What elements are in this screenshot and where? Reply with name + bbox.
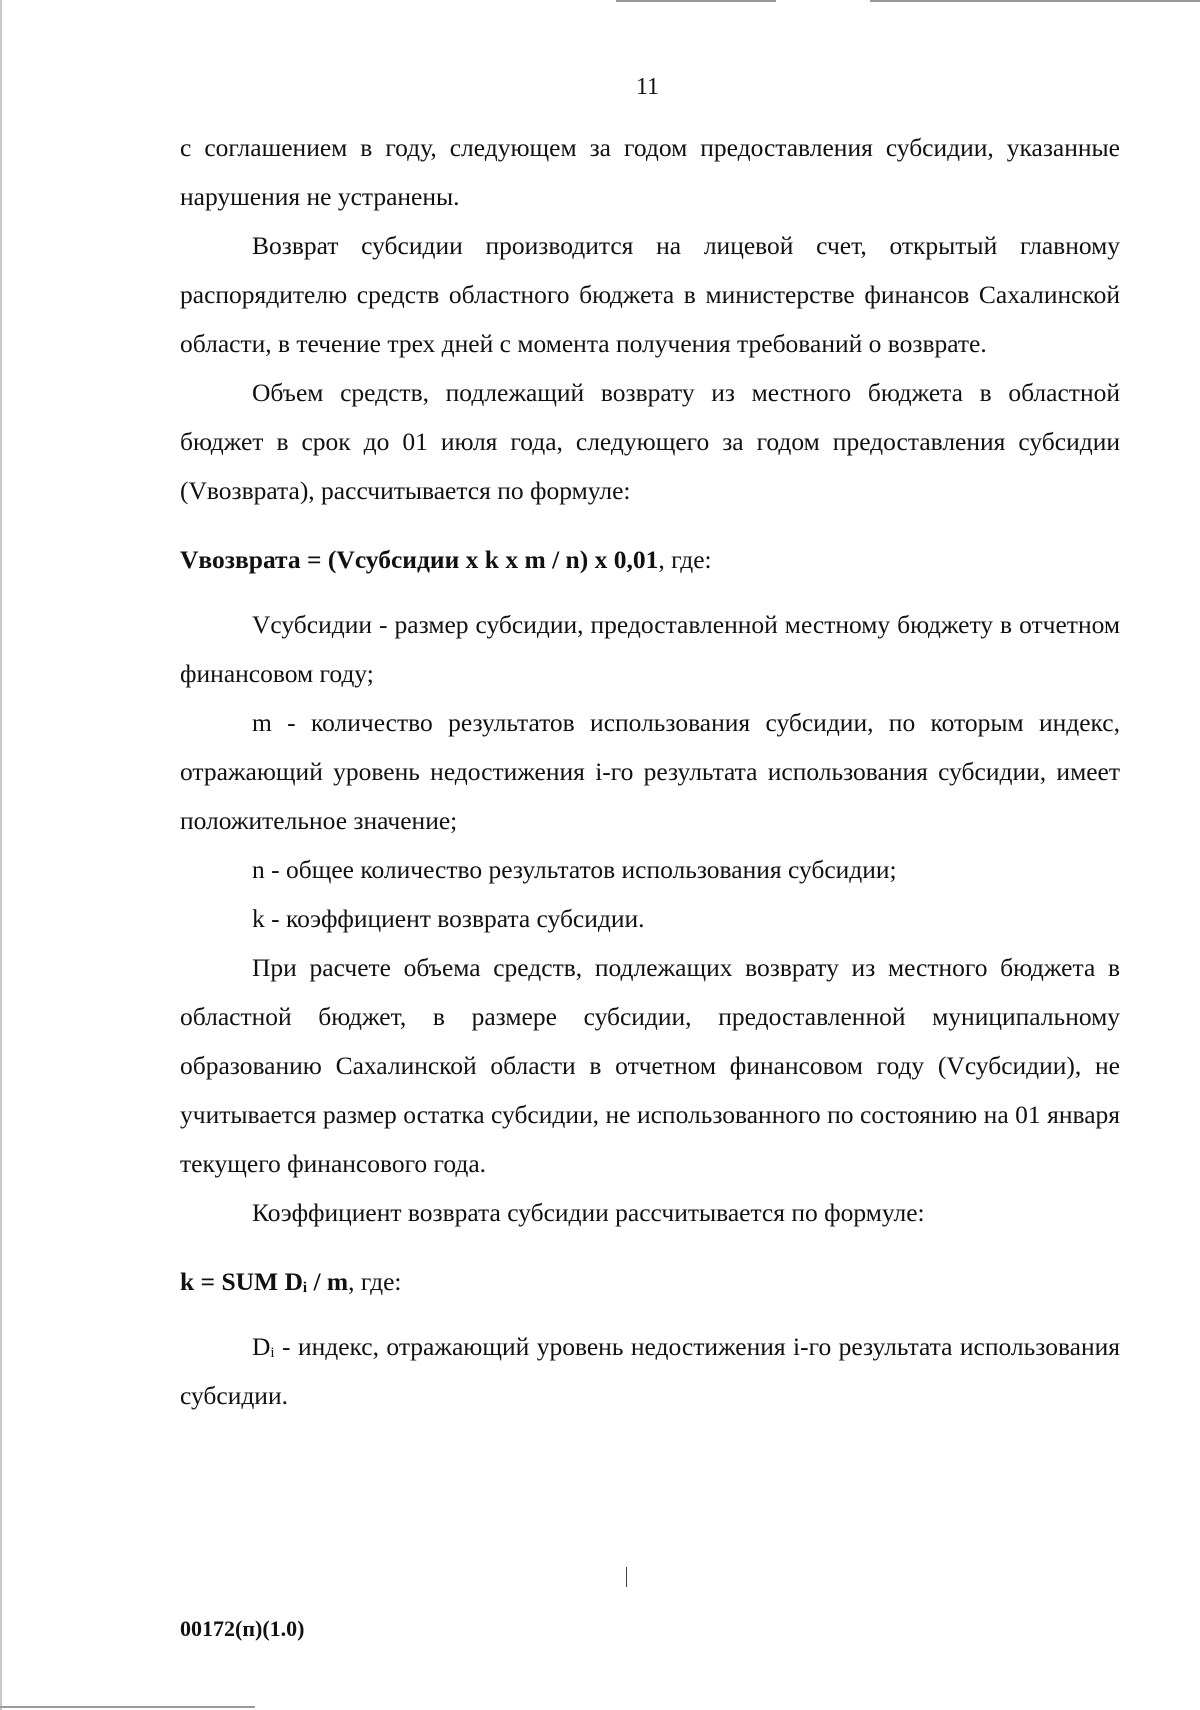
paragraph-di-definition [180, 1322, 1120, 1420]
paragraph: n - общее количество результатов использования субсидии; [252, 855, 897, 884]
formula-expression-prefix: k = SUM D [180, 1267, 303, 1296]
page-number: 11 [635, 74, 660, 100]
scan-top-line [870, 0, 1200, 2]
formula-coefficient [180, 1257, 1120, 1306]
paragraph: k - коэффициент возврата субсидии. [252, 904, 645, 933]
paragraph: При расчете объема средств, подлежащих возврату из местного бюджета в областной бюджет, в размере субсидии, предоставленной муниципальному образованию Сахалинской области в отчетном финансовом году (Vсубсидии), не учитывается размер остатка субсидии, не использованного по состоянию на 01 января текущего финансового года. [180, 953, 1120, 1178]
paragraph: с соглашением в году, следующем за годом предоставления субсидии, указанные нарушения не устранены. [180, 133, 1120, 211]
scan-top-line [616, 0, 776, 2]
di-definition-text: - индекс, отражающий уровень недостижения i-го результата использования субсидии. [180, 1332, 1120, 1410]
paragraph: Объем средств, подлежащий возврату из местного бюджета в областной бюджет в срок до 01 июля года, следующего за годом предоставления субсидии (Vвозврата), рассчитывается по формуле: [180, 378, 1120, 505]
paragraph: m - количество результатов использования субсидии, по которым индекс, отражающий уровень недостижения i-го результата использования субсидии, имеет положительное значение; [180, 708, 1120, 835]
di-subscript: i [270, 1345, 275, 1361]
scan-left-edge [0, 0, 2, 1710]
formula-return-volume [180, 535, 1120, 584]
formula-subscript: i [302, 1280, 308, 1296]
scan-mark [626, 1567, 627, 1587]
document-code: 00172(п)(1.0) [180, 1616, 305, 1641]
paragraph: Коэффициент возврата субсидии рассчитывается по формуле: [252, 1198, 925, 1227]
paragraph: Возврат субсидии производится на лицевой счет, открытый главному распорядителю средств областного бюджета в министерстве финансов Сахалинской области, в течение трех дней с момента получения требований о возврате. [180, 231, 1120, 358]
formula-expression-suffix: / m [307, 1267, 349, 1296]
formula-suffix: , где: [348, 1267, 402, 1296]
formula-expression: Vвозврата = (Vсубсидии x k x m / n) x 0,01 [180, 545, 659, 574]
document-body [180, 123, 1120, 1420]
formula-suffix: , где: [658, 545, 712, 574]
di-symbol: D [252, 1332, 271, 1361]
paragraph: Vсубсидии - размер субсидии, предоставленной местному бюджету в отчетном финансовом году; [180, 610, 1120, 688]
scan-bottom-line [0, 1706, 255, 1708]
